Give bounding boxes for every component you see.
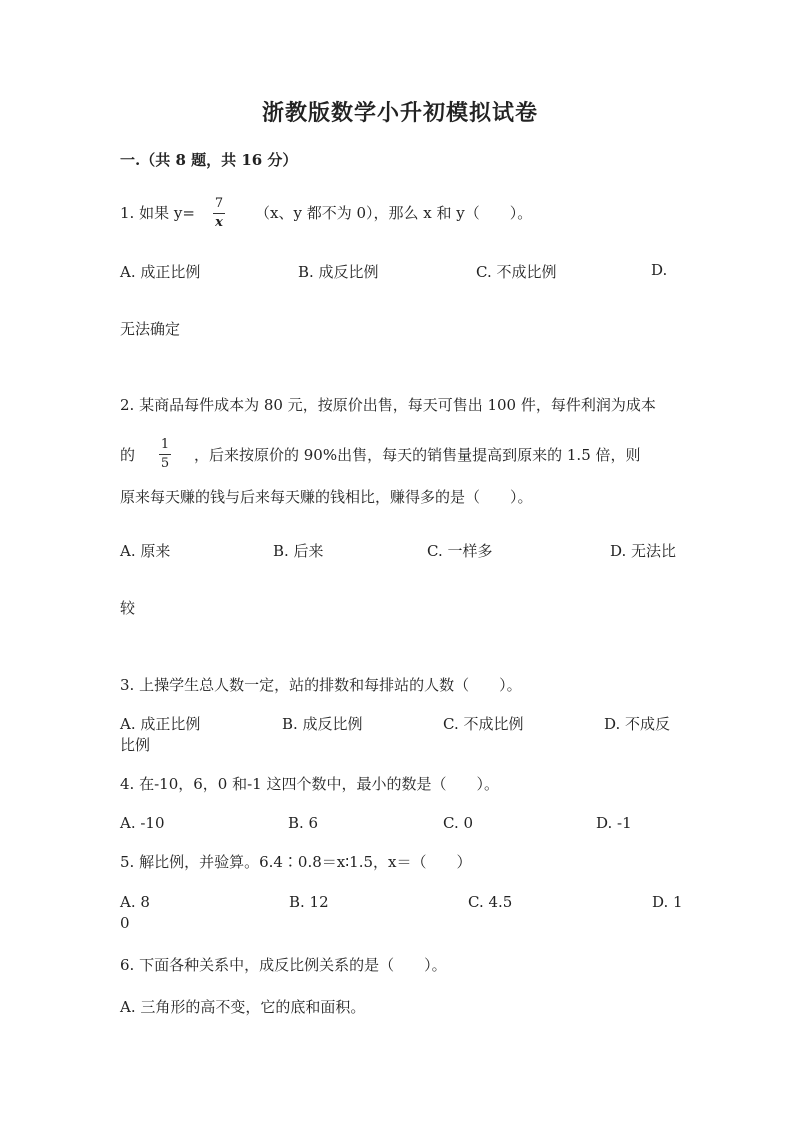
section-heading: 一.（共 8 题，共 16 分） [120,151,298,169]
question-5-stem: 5. 解比例，并验算。6.4∶0.8＝x∶1.5，x＝（ ） [120,853,472,871]
fraction-numerator: 7 [214,196,224,211]
option-a[interactable]: A. 成正比例 [120,263,201,281]
question-2-line-3: 原来每天赚的钱与后来每天赚的钱相比，赚得多的是（ ）。 [120,488,533,506]
question-2-line-2-end: ，后来按原价的 90%出售，每天的销售量提高到原来的 1.5 倍，则 [194,446,641,464]
option-c[interactable]: C. 4.5 [468,893,513,911]
question-4-stem: 4. 在-10，6，0 和-1 这四个数中，最小的数是（ ）。 [120,775,499,793]
option-d[interactable]: D. 不成反 [604,715,671,733]
question-3-stem: 3. 上操学生总人数一定，站的排数和每排站的人数（ ）。 [120,676,522,694]
fraction-denominator: 5 [160,456,170,471]
question-1-stem-start: 1. 如果 y= [120,204,195,222]
fraction-numerator: 1 [160,437,170,452]
option-d-continued: 0 [120,914,130,932]
option-a[interactable]: A. -10 [120,814,165,832]
option-d[interactable]: D. 1 [652,893,683,911]
fraction-bar [159,454,171,455]
option-c[interactable]: C. 不成比例 [476,263,557,281]
option-d[interactable]: D. -1 [596,814,632,832]
option-b[interactable]: B. 成反比例 [282,715,363,733]
option-a[interactable]: A. 成正比例 [120,715,201,733]
option-d-continued: 较 [120,599,136,617]
question-2-line-1: 2. 某商品每件成本为 80 元，按原价出售，每天可售出 100 件，每件利润为成本 [120,396,656,414]
option-b[interactable]: B. 后来 [273,542,324,560]
option-d[interactable]: D. 无法比 [610,542,677,560]
page-title: 浙教版数学小升初模拟试卷 [261,100,538,126]
option-d[interactable]: D. [651,261,668,279]
option-a[interactable]: A. 8 [120,893,150,911]
fraction-7-over-x [213,196,225,231]
option-c[interactable]: C. 0 [443,814,474,832]
option-a[interactable]: A. 原来 [120,542,171,560]
option-b[interactable]: B. 6 [288,814,319,832]
fraction-bar [213,213,225,214]
option-d-continued: 比例 [120,736,151,754]
question-1-stem-end: （x、y 都不为 0），那么 x 和 y（ ）。 [255,204,533,222]
question-6-stem: 6. 下面各种关系中，成反比例关系的是（ ）。 [120,956,447,974]
fraction-denominator: x [215,215,223,230]
option-b[interactable]: B. 12 [289,893,329,911]
fraction-1-over-5 [159,437,171,472]
option-c[interactable]: C. 不成比例 [443,715,524,733]
option-a[interactable]: A. 三角形的高不变，它的底和面积。 [120,998,366,1016]
option-c[interactable]: C. 一样多 [427,542,493,560]
option-b[interactable]: B. 成反比例 [298,263,379,281]
option-d-continued: 无法确定 [120,320,181,338]
question-2-line-2-start: 的 [120,446,136,464]
